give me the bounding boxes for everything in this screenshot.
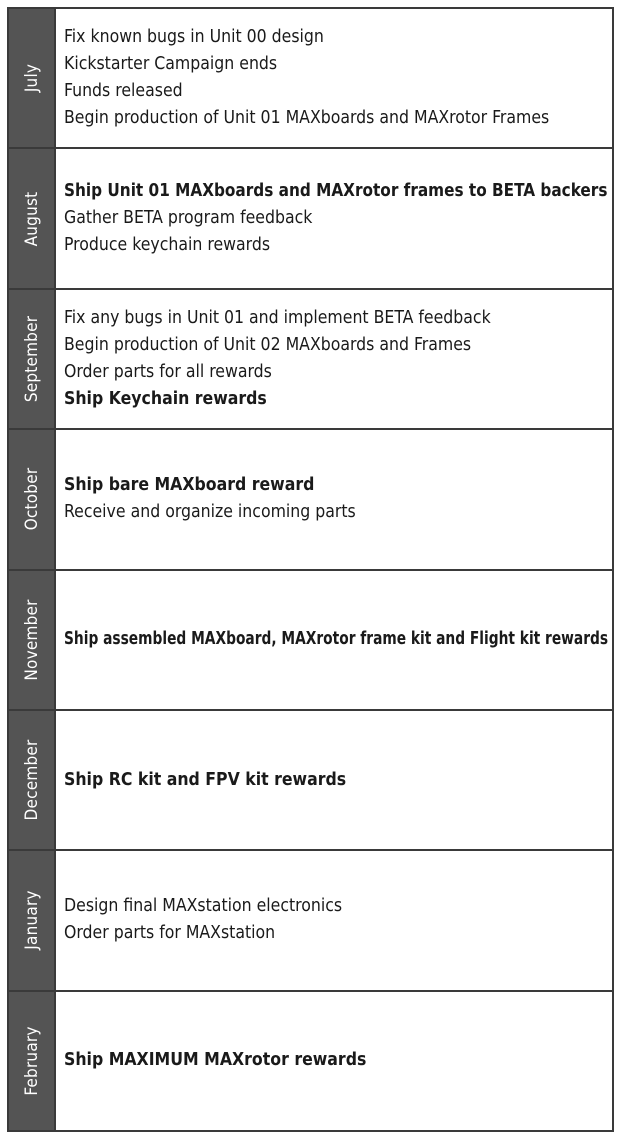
task-item-milestone: Ship MAXIMUM MAXrotor rewards (64, 1050, 367, 1071)
task-item-milestone: Ship assembled MAXboard, MAXrotor frame kit and Flight kit rewards (64, 629, 609, 650)
task-item: Begin production of Unit 02 MAXboards and Frames (64, 334, 472, 355)
task-item: Fix known bugs in Unit 00 design (64, 27, 324, 48)
task-item: Gather BETA program feedback (64, 208, 313, 229)
row-september (9, 290, 612, 430)
month-label: September (21, 315, 42, 403)
month-label: January (21, 890, 42, 951)
month-label: August (21, 191, 42, 246)
month-label: November (21, 599, 42, 681)
month-cell (9, 430, 56, 568)
task-item-milestone: Ship Unit 01 MAXboards and MAXrotor frames to BETA backers (64, 181, 608, 202)
task-item: Kickstarter Campaign ends (64, 54, 278, 75)
task-item: Design final MAXstation electronics (64, 896, 343, 917)
month-label: July (21, 64, 42, 93)
task-list (56, 290, 612, 428)
task-list (56, 851, 612, 989)
task-item: Begin production of Unit 01 MAXboards and MAXrotor Frames (64, 108, 550, 129)
schedule-table (7, 7, 614, 1132)
row-october (9, 430, 612, 570)
month-cell (9, 851, 56, 989)
task-item: Funds released (64, 81, 183, 102)
task-item: Receive and organize incoming parts (64, 502, 356, 523)
task-list (56, 571, 612, 709)
row-august (9, 149, 612, 289)
month-cell (9, 992, 56, 1130)
month-cell (9, 9, 56, 147)
row-november (9, 571, 612, 711)
task-list (56, 9, 612, 147)
row-january (9, 851, 612, 991)
task-list (56, 149, 612, 287)
task-item-milestone: Ship bare MAXboard reward (64, 475, 315, 496)
task-item-milestone: Ship Keychain rewards (64, 388, 267, 409)
row-july (9, 9, 612, 149)
task-item: Order parts for all rewards (64, 361, 272, 382)
month-cell (9, 149, 56, 287)
month-cell (9, 711, 56, 849)
task-list (56, 992, 612, 1130)
task-list (56, 430, 612, 568)
row-december (9, 711, 612, 851)
row-february (9, 992, 612, 1130)
task-item: Produce keychain rewards (64, 235, 271, 256)
task-item: Order parts for MAXstation (64, 923, 276, 944)
month-label: October (21, 468, 42, 531)
task-item-milestone: Ship RC kit and FPV kit rewards (64, 769, 347, 790)
month-label: December (21, 739, 42, 821)
month-cell (9, 290, 56, 428)
month-label: February (21, 1026, 42, 1096)
month-cell (9, 571, 56, 709)
task-list (56, 711, 612, 849)
task-item: Fix any bugs in Unit 01 and implement BETA feedback (64, 307, 491, 328)
